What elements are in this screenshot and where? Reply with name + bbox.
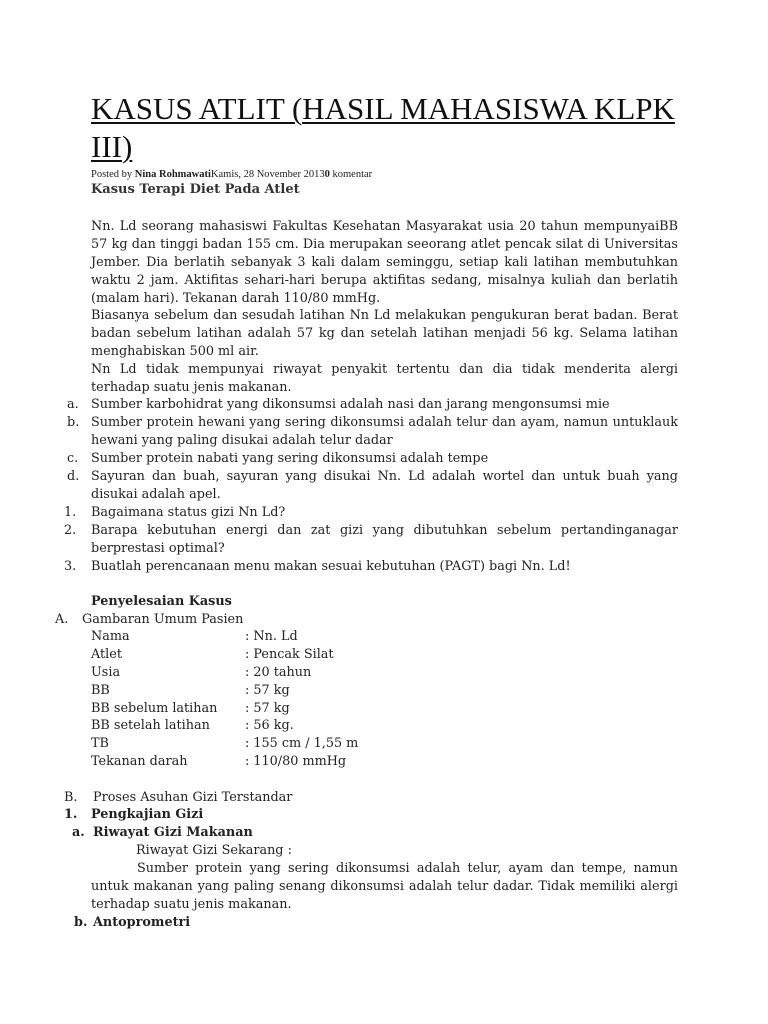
list-marker: c.	[67, 451, 79, 466]
question-1: Bagaimana status gizi Nn Ld?	[91, 505, 286, 520]
patient-key: Tekanan darah	[91, 754, 188, 769]
posted-prefix: Posted by	[91, 169, 135, 180]
step-1-heading: Pengkajian Gizi	[91, 807, 204, 822]
section-marker: B.	[64, 790, 78, 805]
current-history-label: Riwayat Gizi Sekarang :	[136, 843, 292, 858]
list-item-d: Sayuran dan buah, sayuran yang disukai Nn. Ld adalah wortel dan untuk buah yang disukai adalah apel.	[91, 469, 678, 502]
section-b-heading: Proses Asuhan Gizi Terstandar	[93, 790, 293, 805]
list-marker: 1.	[64, 505, 77, 520]
patient-value: : Nn. Ld	[245, 629, 298, 644]
post-date: Kamis, 28 November 2013	[210, 169, 325, 180]
patient-key: Nama	[91, 629, 130, 644]
sub-marker: b.	[74, 915, 88, 930]
patient-value: : 56 kg.	[245, 718, 294, 733]
patient-key: Usia	[91, 665, 121, 680]
question-3: Buatlah perencanaan menu makan sesuai kebutuhan (PAGT) bagi Nn. Ld!	[91, 559, 571, 574]
patient-value: : 110/80 mmHg	[245, 754, 347, 769]
author-link[interactable]: Nina Rohmawati	[134, 169, 211, 180]
case-paragraph-1: Nn. Ld seorang mahasiswi Fakultas Kesehatan Masyarakat usia 20 tahun mempunyaiBB 57 kg dan tinggi badan 155 cm. Dia merupakan seeorang atlet pencak silat di Universitas Jember. Dia berlatih sebanyak 3 kali dalam seminggu, setiap kali latihan membutuhkan waktu 2 jam. Aktifitas sehari-hari berupa aktifitas sedang, misalnya kuliah dan berlatih (malam hari). Tekanan darah 110/80 mmHg.	[91, 219, 678, 306]
list-marker: a.	[67, 397, 79, 412]
patient-value: : 155 cm / 1,55 m	[245, 736, 359, 751]
list-item-a: Sumber karbohidrat yang dikonsumsi adalah nasi dan jarang mengonsumsi mie	[91, 397, 610, 412]
list-marker: b.	[67, 415, 80, 430]
comment-count[interactable]: 0	[324, 169, 330, 180]
patient-value: : 57 kg	[245, 683, 290, 698]
question-2: Barapa kebutuhan energi dan zat gizi yang dibutuhkan sebelum pertandinganagar berprestasi optimal?	[91, 523, 678, 556]
patient-key: TB	[91, 736, 109, 751]
comment-label: komentar	[329, 169, 373, 180]
document-subtitle: Kasus Terapi Diet Pada Atlet	[91, 182, 300, 197]
case-paragraph-2: Biasanya sebelum dan sesudah latihan Nn Ld melakukan pengukuran berat badan. Berat badan sebelum latihan adalah 57 kg dan setelah latihan menjadi 56 kg. Selama latihan menghabiskan 500 ml air.	[91, 308, 678, 359]
list-marker: 2.	[64, 523, 77, 538]
step-marker: 1.	[64, 807, 78, 822]
section-marker: A.	[55, 612, 69, 627]
section-a-heading: Gambaran Umum Pasien	[82, 612, 244, 627]
case-paragraph-3: Nn Ld tidak mempunyai riwayat penyakit tertentu dan dia tidak menderita alergi terhadap suatu jenis makanan.	[91, 362, 678, 395]
patient-key: BB	[91, 683, 110, 698]
patient-key: BB sebelum latihan	[91, 701, 218, 716]
list-item-b: Sumber protein hewani yang sering dikonsumsi adalah telur dan ayam, namun untuklauk hewani yang paling disukai adalah telur dadar	[91, 415, 678, 448]
patient-key: BB setelah latihan	[91, 718, 210, 733]
patient-value: : 57 kg	[245, 701, 290, 716]
patient-key: Atlet	[91, 647, 122, 662]
sub-b-heading: Antoprometri	[93, 915, 191, 930]
sub-a-heading: Riwayat Gizi Makanan	[93, 825, 253, 840]
patient-value: : Pencak Silat	[245, 647, 334, 662]
document-title: KASUS ATLIT (HASIL MAHASISWA KLPK III)	[91, 91, 675, 164]
list-marker: 3.	[64, 559, 77, 574]
post-meta	[91, 169, 372, 180]
sub-marker: a.	[72, 825, 85, 840]
current-history-text: Sumber protein yang sering dikonsumsi adalah telur, ayam dan tempe, namun untuk makanan yang paling senang dikonsumsi adalah telur dadar. Tidak memiliki alergi terhadap suatu jenis makanan.	[91, 861, 678, 912]
list-item-c: Sumber protein nabati yang sering dikonsumsi adalah tempe	[91, 451, 489, 466]
solution-heading: Penyelesaian Kasus	[91, 594, 232, 609]
patient-value: : 20 tahun	[245, 665, 312, 680]
list-marker: d.	[67, 469, 80, 484]
